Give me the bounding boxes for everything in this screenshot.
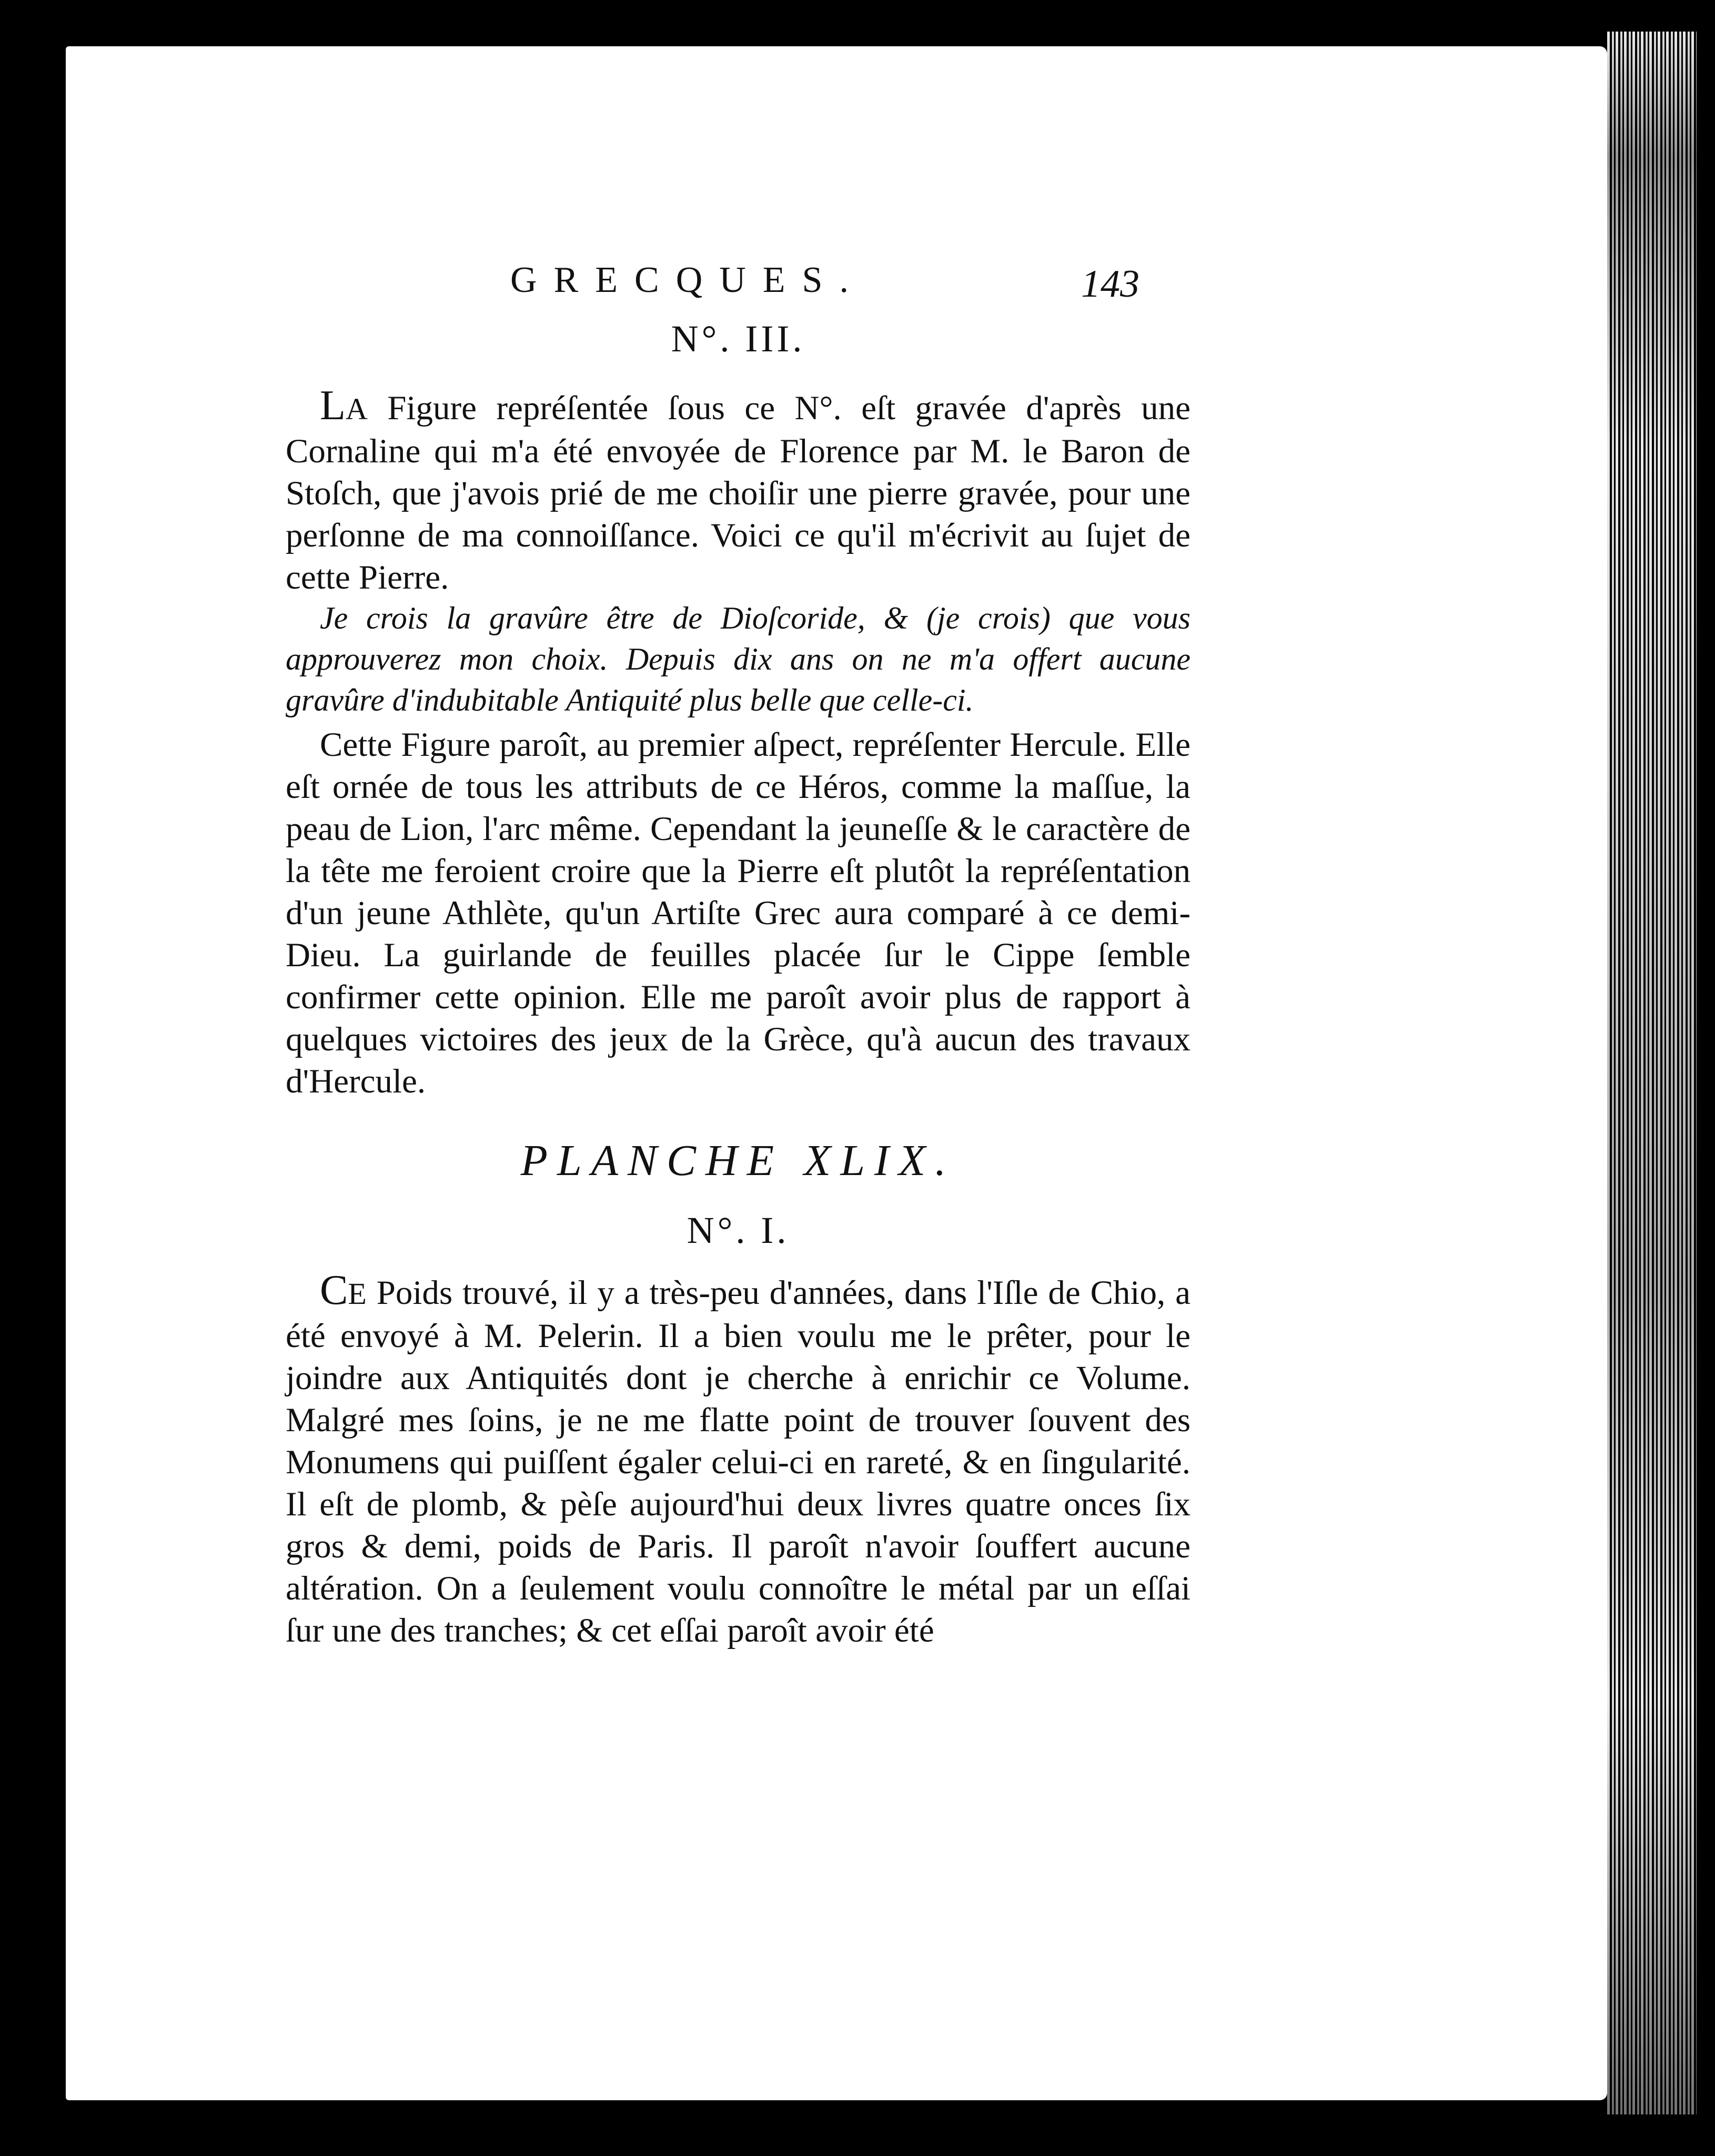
book-page xyxy=(66,46,1607,2100)
running-head: GRECQUES. xyxy=(510,260,865,300)
section-heading-no1: N°. I. xyxy=(687,1209,790,1251)
page-number: 143 xyxy=(1081,262,1139,306)
initial-smallcaps: E xyxy=(348,1277,367,1311)
paragraph-hercule: Cette Figure paroît, au premier aſpect, repréſenter Hercule. Elle eſt ornée de tous les attributs de ce Héros, comme la maſſue, la peau de Lion, l'arc même. Cependant la jeuneſſe & le caractère de la tête me feroient croire que la Pierre eſt plutôt la repréſentation d'un jeune Athlète, qu'un Artiſte Grec aura comparé à ce demi-Dieu. La guirlande de feuilles placée ſur le Cippe ſemble confirmer cette opinion. Elle me paroît avoir plus de rapport à quelques victoires des jeux de la Grèce, qu'à aucun des travaux d'Hercule. xyxy=(286,726,1191,1100)
initial-letter: C xyxy=(320,1267,348,1313)
initial-letter: L xyxy=(320,382,346,429)
quotation-stosch: Je crois la gravûre être de Dioſcoride, & (je crois) que vous approuverez mon choix. Depuis dix ans on ne m'a offert aucune gravûre d'indubitable Antiquité plus belle que celle-ci. xyxy=(286,601,1191,717)
initial-smallcaps: A xyxy=(345,392,368,426)
paragraph-text: Figure repréſentée ſous ce N°. eſt gravée d'après une Cornaline qui m'a été envoyée de Florence par M. le Baron de Stoſch, que j'avois prié de me choiſir une pierre gravée, pour une perſonne de ma connoiſſance. Voici ce qu'il m'écrivit au ſujet de cette Pierre. xyxy=(286,389,1191,596)
section-heading-no3: N°. III. xyxy=(671,318,805,360)
paragraph-text: Poids trouvé, il y a très-peu d'années, dans l'Iſle de Chio, a été envoyé à M. Pelerin. Il a bien voulu me le prêter, pour le joindre aux Antiquités dont je cherche à enrichir ce Volume. Malgré mes ſoins, je ne me flatte point de trouver ſouvent des Monumens qui puiſſent égaler celui-ci en rareté, & en ſingularité. Il eſt de plomb, & pèſe aujourd'hui deux livres quatre onces ſix gros & demi, poids de Paris. Il paroît n'avoir ſouffert aucune altération. On a ſeulement voulu connoître le métal par un eſſai ſur une des tranches; & cet eſſai paroît avoir été xyxy=(286,1274,1191,1649)
paragraph-cornaline xyxy=(286,384,1191,599)
page-stack-edge xyxy=(1607,32,1697,2114)
planche-heading: PLANCHE XLIX. xyxy=(520,1136,956,1185)
paragraph-poids xyxy=(286,1269,1191,1652)
